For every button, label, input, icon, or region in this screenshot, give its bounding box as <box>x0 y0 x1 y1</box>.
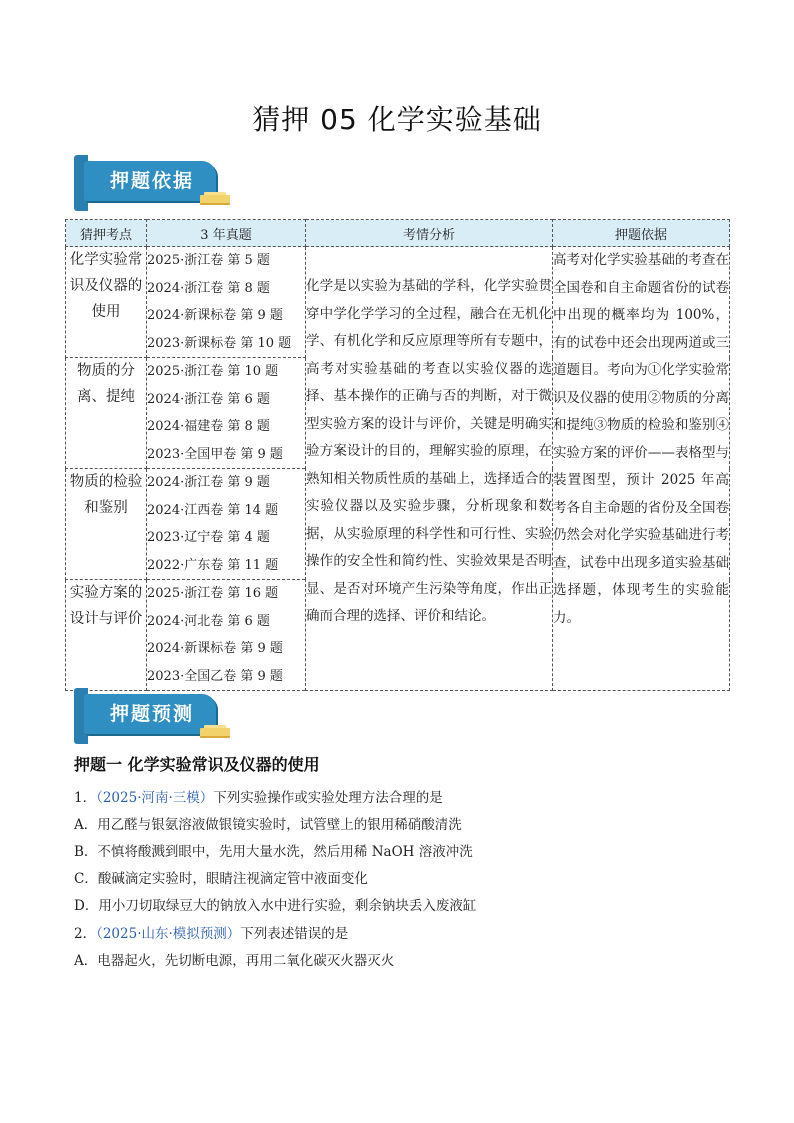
papers-cell <box>147 580 306 691</box>
paper-item: 2024·河北卷 第 6 题 <box>147 613 270 629</box>
header-topic: 猜押考点 <box>66 220 147 247</box>
papers-cell <box>147 358 306 469</box>
option-b: B．不慎将酸溅到眼中，先用大量水洗，然后用稀 NaOH 溶液冲洗 <box>74 844 473 860</box>
paper-item: 2024·浙江卷 第 9 题 <box>147 475 270 490</box>
topic-cell: 化学实验常识及仪器的使用 <box>66 247 147 358</box>
paper-item: 2025·浙江卷 第 5 题 <box>147 253 270 268</box>
paper-item: 2023·新课标卷 第 10 题 <box>147 335 292 351</box>
analysis-text: 化学是以实验为基础的学科，化学实验贯穿中学化学学习的全过程，融合在无机化学、有机化学和反应原理等所有专题中，高考对实验基础的考查以实验仪器的选择、基本操作的正确与否的判断，对于微型实验方案的设计与评价，关键是明确实验方案设计的目的，理解实验的原理，在熟知相关物质性质的基础上，选择适合的实验仪器以及实验步骤，分析现象和数据，从实验原理的科学性和可行性、实验操作的安全性和简约性、实验效果是否明显、是否对环境产生污染等角度，作出正确而合理的选择、评价和结论。 <box>306 278 552 624</box>
option-a: A．电器起火，先切断电源，再用二氧化碳灭火器灭火 <box>74 953 395 969</box>
forecast-banner-label: 押题预测 <box>109 703 194 725</box>
topic-cell: 物质的分离、提纯 <box>66 358 147 469</box>
paper-item: 2025·浙江卷 第 16 题 <box>147 586 279 601</box>
basis-banner-label: 押题依据 <box>109 170 194 192</box>
header-papers: 3 年真题 <box>147 220 306 247</box>
basis-cell <box>553 247 730 691</box>
question-source: （2025·山东·模拟预测） <box>96 926 241 942</box>
book-icon <box>200 728 230 738</box>
option-a: A．用乙醛与银氨溶液做银镜实验时，试管壁上的银用稀硝酸清洗 <box>74 817 462 833</box>
option-d: D．用小刀切取绿豆大的钠放入水中进行实验，剩余钠块丢入废液缸 <box>74 898 477 914</box>
paper-item: 2023·全国甲卷 第 9 题 <box>147 446 283 462</box>
question-stem <box>74 924 348 944</box>
paper-item: 2024·江西卷 第 14 题 <box>147 502 279 518</box>
topic-cell: 实验方案的设计与评价 <box>66 580 147 691</box>
papers-cell <box>147 469 306 580</box>
paper-item: 2022·广东卷 第 11 题 <box>147 557 279 573</box>
section-title: 押题一 化学实验常识及仪器的使用 <box>74 755 320 774</box>
book-icon <box>200 195 230 205</box>
paper-item: 2024·新课标卷 第 9 题 <box>147 308 283 323</box>
basis-table <box>65 219 730 691</box>
table-row <box>66 247 730 358</box>
topic-cell: 物质的检验和鉴别 <box>66 469 147 580</box>
paper-item: 2023·全国乙卷 第 9 题 <box>147 668 283 684</box>
paper-item: 2024·新课标卷 第 9 题 <box>147 641 283 656</box>
table-header-row <box>66 220 730 247</box>
paper-item: 2024·浙江卷 第 8 题 <box>147 280 270 296</box>
question-text: 下列表述错误的是 <box>240 926 349 942</box>
question-number: 2． <box>74 926 97 942</box>
header-analysis: 考情分析 <box>306 220 553 247</box>
option-c: C．酸碱滴定实验时，眼睛注视滴定管中液面变化 <box>74 871 368 887</box>
question-source: （2025·河南·三模） <box>96 790 214 806</box>
question-stem <box>74 788 443 808</box>
basis-banner <box>74 155 230 211</box>
header-basis: 押题依据 <box>553 220 730 247</box>
question-text: 下列实验操作或实验处理方法合理的是 <box>213 790 443 806</box>
page-title: 猜押 05 化学实验基础 <box>252 103 542 136</box>
forecast-banner <box>74 688 230 744</box>
analysis-cell <box>306 247 553 691</box>
paper-item: 2023·辽宁卷 第 4 题 <box>147 530 270 545</box>
paper-item: 2024·浙江卷 第 6 题 <box>147 391 270 407</box>
papers-cell <box>147 247 306 358</box>
question-number: 1． <box>74 790 97 806</box>
paper-item: 2024·福建卷 第 8 题 <box>147 419 270 434</box>
paper-item: 2025·浙江卷 第 10 题 <box>147 364 279 379</box>
basis-text: 高考对化学实验基础的考查在全国卷和自主命题省份的试卷中出现的概率均为 100%，有的试卷中还会出现两道或三道题目。考向为①化学实验常识及仪器的使用②物质的分离和提纯③物质的检验和鉴别④实验方案的评价——表格型与装置图型，预计 2025 年高考各自主命题的省份及全国卷仍然会对化学实验基础进行考查，试卷中出现多道实验基础选择题，体现考生的实验能力。 <box>553 252 729 626</box>
